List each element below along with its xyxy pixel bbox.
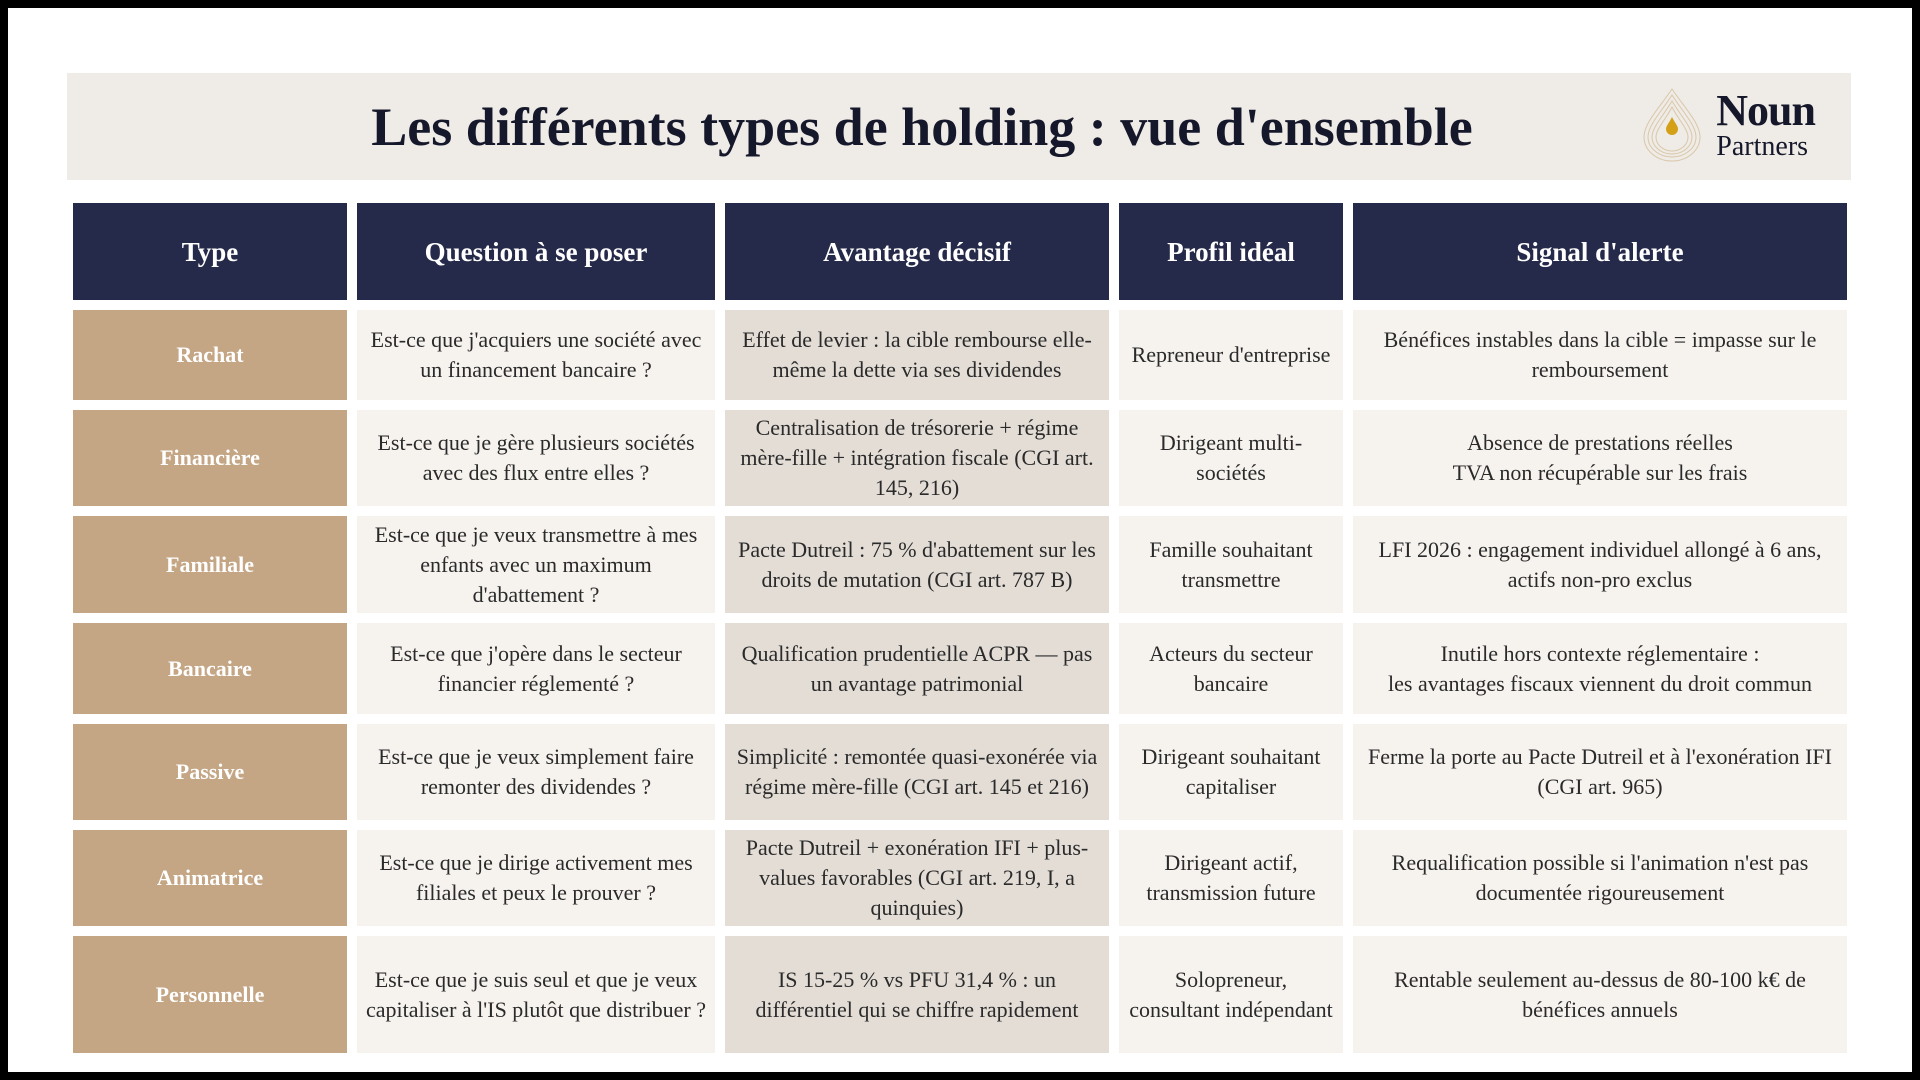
profil-cell: Dirigeant souhaitant capitaliser xyxy=(1119,724,1343,820)
header-avantage: Avantage décisif xyxy=(725,203,1109,300)
type-cell: Rachat xyxy=(73,310,347,400)
header-type: Type xyxy=(73,203,347,300)
type-cell: Familiale xyxy=(73,516,347,613)
type-cell: Bancaire xyxy=(73,623,347,714)
avantage-cell: Pacte Dutreil : 75 % d'abattement sur les droits de mutation (CGI art. 787 B) xyxy=(725,516,1109,613)
drop-logo-icon xyxy=(1640,87,1704,163)
alerte-cell: Requalification possible si l'animation n'est pas documentée rigoureusement xyxy=(1353,830,1847,926)
question-cell: Est-ce que j'opère dans le secteur financier réglementé ? xyxy=(357,623,715,714)
page-title: Les différents types de holding : vue d'ensemble xyxy=(371,96,1473,157)
avantage-cell: Qualification prudentielle ACPR — pas un avantage patrimonial xyxy=(725,623,1109,714)
profil-cell: Famille souhaitant transmettre xyxy=(1119,516,1343,613)
question-cell: Est-ce que je veux simplement faire remonter des dividendes ? xyxy=(357,724,715,820)
avantage-cell: IS 15-25 % vs PFU 31,4 % : un différentiel qui se chiffre rapidement xyxy=(725,936,1109,1053)
profil-cell: Solopreneur, consultant indépendant xyxy=(1119,936,1343,1053)
profil-cell: Dirigeant multi-sociétés xyxy=(1119,410,1343,506)
profil-cell: Repreneur d'entreprise xyxy=(1119,310,1343,400)
type-cell: Animatrice xyxy=(73,830,347,926)
type-cell: Personnelle xyxy=(73,936,347,1053)
logo-partners: Partners xyxy=(1716,131,1809,162)
avantage-cell: Effet de levier : la cible rembourse elle-même la dette via ses dividendes xyxy=(725,310,1109,400)
noun-partners-logo xyxy=(1640,87,1815,163)
alerte-cell: Rentable seulement au-dessus de 80-100 k€ de bénéfices annuels xyxy=(1353,936,1847,1053)
alerte-cell: Ferme la porte au Pacte Dutreil et à l'exonération IFI (CGI art. 965) xyxy=(1353,724,1847,820)
alerte-cell: LFI 2026 : engagement individuel allongé à 6 ans, actifs non-pro exclus xyxy=(1353,516,1847,613)
avantage-cell: Pacte Dutreil + exonération IFI + plus-values favorables (CGI art. 219, I, a quinquies) xyxy=(725,830,1109,926)
logo-noun: Noun xyxy=(1716,86,1815,135)
header-profil: Profil idéal xyxy=(1119,203,1343,300)
question-cell: Est-ce que je dirige activement mes filiales et peux le prouver ? xyxy=(357,830,715,926)
profil-cell: Acteurs du secteur bancaire xyxy=(1119,623,1343,714)
question-cell: Est-ce que je gère plusieurs sociétés avec des flux entre elles ? xyxy=(357,410,715,506)
alerte-cell: Inutile hors contexte réglementaire : les avantages fiscaux viennent du droit commun xyxy=(1353,623,1847,714)
question-cell: Est-ce que j'acquiers une société avec un financement bancaire ? xyxy=(357,310,715,400)
header-question: Question à se poser xyxy=(357,203,715,300)
avantage-cell: Simplicité : remontée quasi-exonérée via régime mère-fille (CGI art. 145 et 216) xyxy=(725,724,1109,820)
question-cell: Est-ce que je suis seul et que je veux capitaliser à l'IS plutôt que distribuer ? xyxy=(357,936,715,1053)
holding-table xyxy=(73,203,1847,1053)
avantage-cell: Centralisation de trésorerie + régime mère-fille + intégration fiscale (CGI art. 145, 216) xyxy=(725,410,1109,506)
type-cell: Passive xyxy=(73,724,347,820)
alerte-cell: Bénéfices instables dans la cible = impasse sur le remboursement xyxy=(1353,310,1847,400)
title-banner xyxy=(67,73,1851,180)
type-cell: Financière xyxy=(73,410,347,506)
header-alerte: Signal d'alerte xyxy=(1353,203,1847,300)
profil-cell: Dirigeant actif, transmission future xyxy=(1119,830,1343,926)
page xyxy=(8,8,1912,1072)
question-cell: Est-ce que je veux transmettre à mes enfants avec un maximum d'abattement ? xyxy=(357,516,715,613)
alerte-cell: Absence de prestations réelles TVA non récupérable sur les frais xyxy=(1353,410,1847,506)
